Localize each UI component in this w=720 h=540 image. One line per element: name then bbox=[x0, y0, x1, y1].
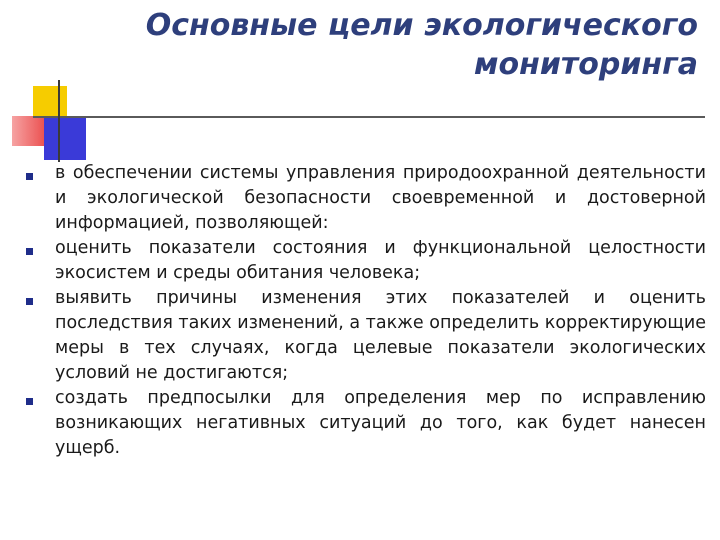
decor-horizontal-rule bbox=[33, 116, 705, 118]
bullet-text: создать предпосылки для определения мер по исправлению возникающих негативных ситуаций до того, как будет нанесен ущерб. bbox=[55, 388, 706, 458]
bullet-item bbox=[26, 161, 706, 236]
bullet-text: выявить причины изменения этих показателей и оценить последствия таких изменений, а также определить корректирующие меры в тех случаях, когда целевые показатели экологических условий не достигаются; bbox=[55, 288, 706, 383]
bullet-text: оценить показатели состояния и функциональной целостности экосистем и среды обитания человека; bbox=[55, 238, 706, 283]
decor-vertical-rule bbox=[58, 80, 60, 162]
bullet-item bbox=[26, 386, 706, 461]
decor-blue-square bbox=[44, 118, 86, 160]
slide-title-line-1: Основные цели экологического bbox=[145, 8, 698, 43]
slide-title-line-2: мониторинга bbox=[473, 47, 698, 82]
bullet-item bbox=[26, 286, 706, 386]
bullet-text: в обеспечении системы управления природоохранной деятельности и экологической безопасности своевременной и достоверной информацией, позволяющей: bbox=[55, 163, 706, 233]
square-bullet-icon bbox=[26, 173, 33, 180]
square-bullet-icon bbox=[26, 248, 33, 255]
square-bullet-icon bbox=[26, 298, 33, 305]
decor-yellow-square bbox=[33, 86, 67, 120]
bullet-item bbox=[26, 236, 706, 286]
bullet-list bbox=[26, 161, 706, 461]
square-bullet-icon bbox=[26, 398, 33, 405]
slide-title bbox=[58, 6, 698, 84]
